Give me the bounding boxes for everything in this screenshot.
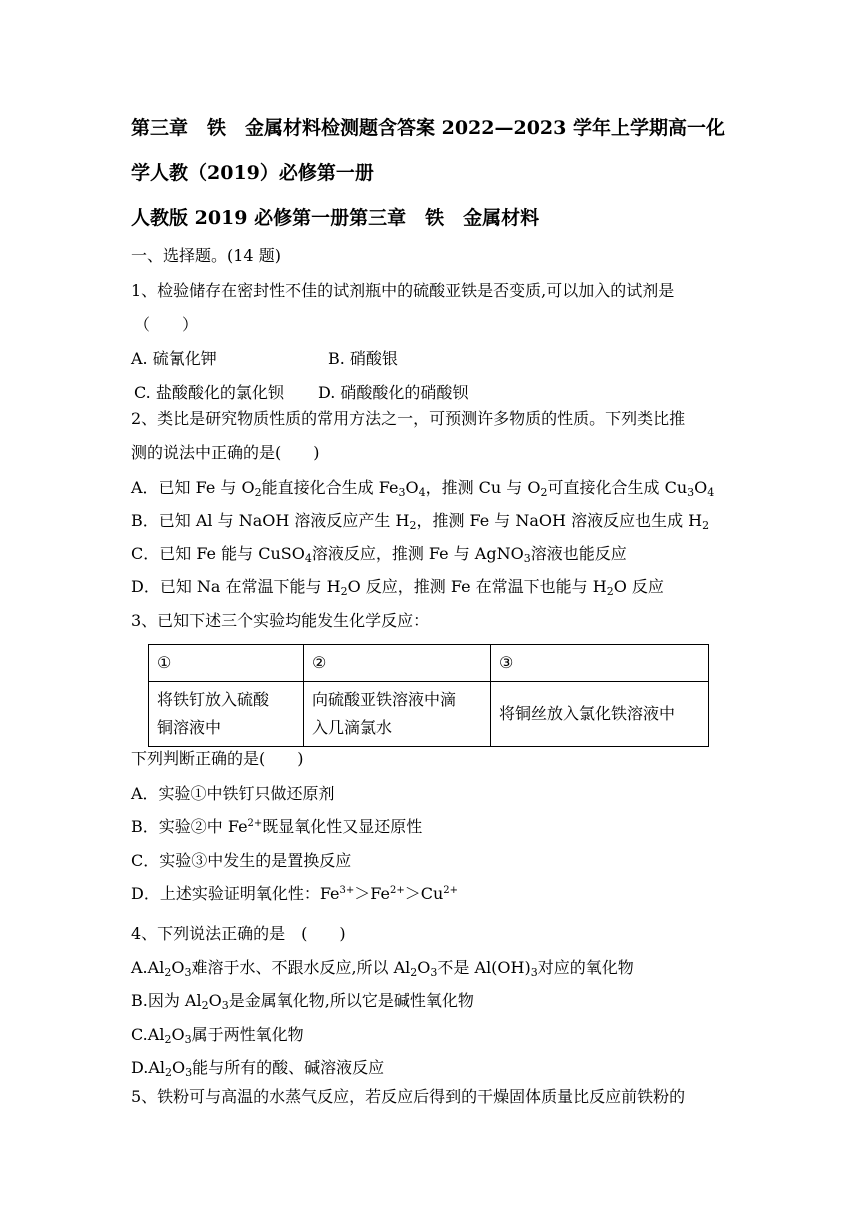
experiment-table xyxy=(148,644,709,747)
q4-option-b: B.因为 $Al_2O_3$是金属氧化物,所以它是碱性氧化物 xyxy=(131,991,474,1012)
q2-option-c: C．已知 Fe 能与 CuSO$_4$溶液反应，推测 Fe 与 AgNO$_3$溶液也能反应 xyxy=(131,544,627,565)
doc-title-line-2: 学人教（2019）必修第一册 xyxy=(131,162,374,184)
table-cell: 将铜丝放入氯化铁溶液中 xyxy=(491,682,709,747)
q2-option-d: D．已知 Na 在常温下能与 $H_2O$ 反应，推测 Fe 在常温下也能与 $H_2O$ 反应 xyxy=(131,577,664,598)
q3-option-a: A．实验①中铁钉只做还原剂 xyxy=(131,784,335,803)
q5-stem: 5、铁粉可与高温的水蒸气反应，若反应后得到的干燥固体质量比反应前铁粉的 xyxy=(131,1087,686,1106)
q3-option-d: D．上述实验证明氧化性：$Fe^{3+}>Fe^{2+}>Cu^{2+}$ xyxy=(131,884,459,903)
q1-option-b: B. 硝酸银 xyxy=(328,349,398,368)
cell-text-line: 将铁钉放入硫酸 xyxy=(157,690,270,709)
q4-stem: 4、下列说法正确的是 ( ) xyxy=(131,924,346,943)
q1-option-c: C. 盐酸酸化的氯化钡 xyxy=(134,383,284,402)
q2-stem-line-2: 测的说法中正确的是( ) xyxy=(131,443,320,462)
q2-option-b: B．已知 Al 与 NaOH 溶液反应产生 $H_2$，推测 Fe 与 NaOH 溶液反应也生成 $H_2$ xyxy=(131,511,710,532)
section-heading: 一、选择题。(14 题) xyxy=(131,246,281,265)
q4-option-d: $D.Al_2O_3$能与所有的酸、碱溶液反应 xyxy=(131,1058,385,1079)
q3-stem: 3、已知下述三个实验均能发生化学反应： xyxy=(131,611,430,630)
q2-stem-line-1: 2、类比是研究物质性质的常用方法之一，可预测许多物质的性质。下列类比推 xyxy=(131,409,686,428)
q1-answer-paren: （ ） xyxy=(134,315,199,334)
q2-option-a: A．已知 Fe 与 $O_2$能直接化合生成 $Fe_3O_4$，推测 Cu 与 $O_2$可直接化合生成 $Cu_3O_4$ xyxy=(131,478,715,499)
table-cell xyxy=(304,682,491,747)
table-row xyxy=(149,645,709,682)
q4-option-c: $C.Al_2O_3$属于两性氧化物 xyxy=(131,1025,304,1046)
cell-text-line: 铜溶液中 xyxy=(157,718,222,737)
cell-text-line: 向硫酸亚铁溶液中滴 xyxy=(312,690,457,709)
q1-stem: 1、检验储存在密封性不佳的试剂瓶中的硫酸亚铁是否变质,可以加入的试剂是 xyxy=(131,281,675,300)
table-cell xyxy=(149,682,304,747)
table-row xyxy=(149,682,709,747)
q4-option-a: $A.Al_2O_3$难溶于水、不跟水反应,所以 $Al_2O_3$不是 $Al(OH)_3$对应的氧化物 xyxy=(131,958,634,979)
cell-text-line: 入几滴氯水 xyxy=(312,718,393,737)
q3-option-c: C．实验③中发生的是置换反应 xyxy=(131,851,352,870)
table-header-cell: ① xyxy=(149,645,304,682)
table-header-cell: ② xyxy=(304,645,491,682)
q1-option-d: D. 硝酸酸化的硝酸钡 xyxy=(318,383,469,402)
doc-title-line-1: 第三章 铁 金属材料检测题含答案 2022—2023 学年上学期高一化 xyxy=(131,117,725,139)
doc-subtitle: 人教版 2019 必修第一册第三章 铁 金属材料 xyxy=(131,207,540,229)
table-header-cell: ③ xyxy=(491,645,709,682)
q1-option-a: A. 硫氰化钾 xyxy=(131,349,217,368)
q3-option-b: B．实验②中 $Fe^{2+}$既显氧化性又显还原性 xyxy=(131,817,423,836)
q3-prompt: 下列判断正确的是( ) xyxy=(131,749,304,768)
